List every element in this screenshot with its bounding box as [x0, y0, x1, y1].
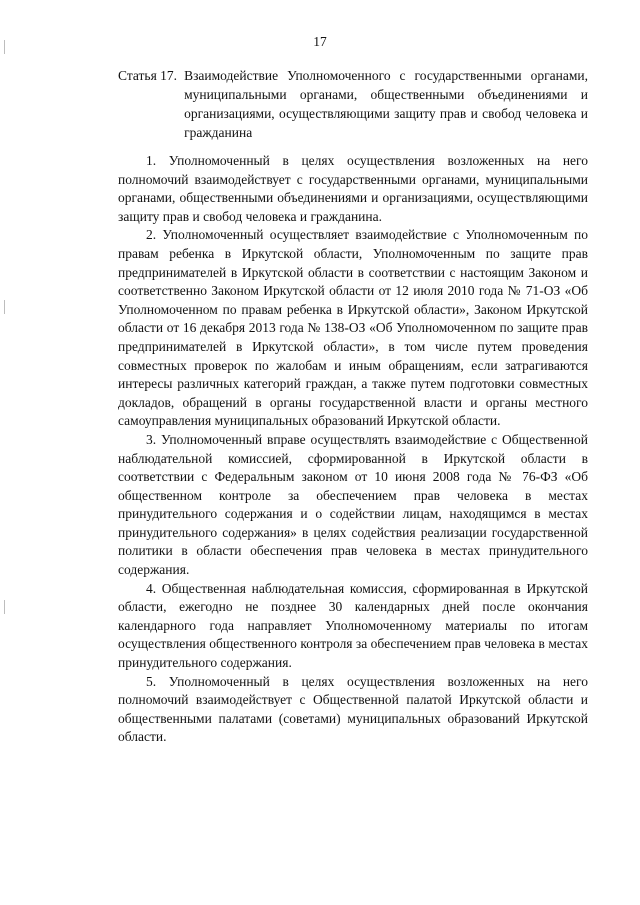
- page-number: 17: [313, 34, 327, 49]
- paragraph-2: 2. Уполномоченный осуществляет взаимодействие с Уполномоченным по правам ребенка в Иркутской области, Уполномоченным по защите прав предпринимателей в Иркутской области в соответствии с настоящим Законом и соответственно Законом Иркутской области от 12 июля 2010 года № 71-ОЗ «Об Уполномоченном по правам ребенка в Иркутской области», Законом Иркутской области от 16 декабря 2013 года № 138-ОЗ «Об Уполномоченном по защите прав предпринимателей в Иркутской области», в том числе путем проведения совместных проверок по жалобам и иным обращениям, если затрагиваются интересы различных категорий граждан, а также путем подготовки совместных докладов, обращений в органы государственной власти и органы местного самоуправления муниципальных образований Иркутской области.: [118, 227, 588, 429]
- scan-margin-mark: [4, 600, 5, 614]
- article-title: Взаимодействие Уполномоченного с государственными органами, муниципальными органами, общественными объединениями и организациями, осуществляющими защиту прав и свобод человека и гражданина: [184, 68, 588, 140]
- article-heading: [118, 66, 588, 142]
- paragraph-4: 4. Общественная наблюдательная комиссия, сформированная в Иркутской области, ежегодно не позднее 30 календарных дней после окончания календарного года направляет Уполномоченному материалы по итогам осуществления общественного контроля за обеспечением прав человека в местах принудительного содержания.: [118, 580, 588, 671]
- article-body: [118, 152, 588, 747]
- scan-margin-mark: [4, 300, 5, 314]
- paragraph-3: 3. Уполномоченный вправе осуществлять взаимодействие с Общественной наблюдательной комиссией, сформированной в Иркутской области в соответствии с Федеральным законом от 10 июня 2008 года № 76-ФЗ «Об общественном контроле за обеспечением прав человека в местах принудительного содержания и о содействии лицам, находящимся в местах принудительного содержания» в целях содействия реализации государственной политики в области обеспечения прав человека в местах принудительного содержания.: [118, 431, 588, 578]
- paragraph-5: 5. Уполномоченный в целях осуществления возложенных на него полномочий взаимодействует с Общественной палатой Иркутской области и общественными палатами (советами) муниципальных образований Иркутской области.: [118, 673, 588, 745]
- article-label: Статья 17.: [118, 68, 178, 83]
- paragraph-1: 1. Уполномоченный в целях осуществления возложенных на него полномочий взаимодействует с государственными органами, муниципальными органами, общественными объединениями и организациями, осуществляющими защиту прав и свобод человека и гражданина.: [118, 153, 588, 224]
